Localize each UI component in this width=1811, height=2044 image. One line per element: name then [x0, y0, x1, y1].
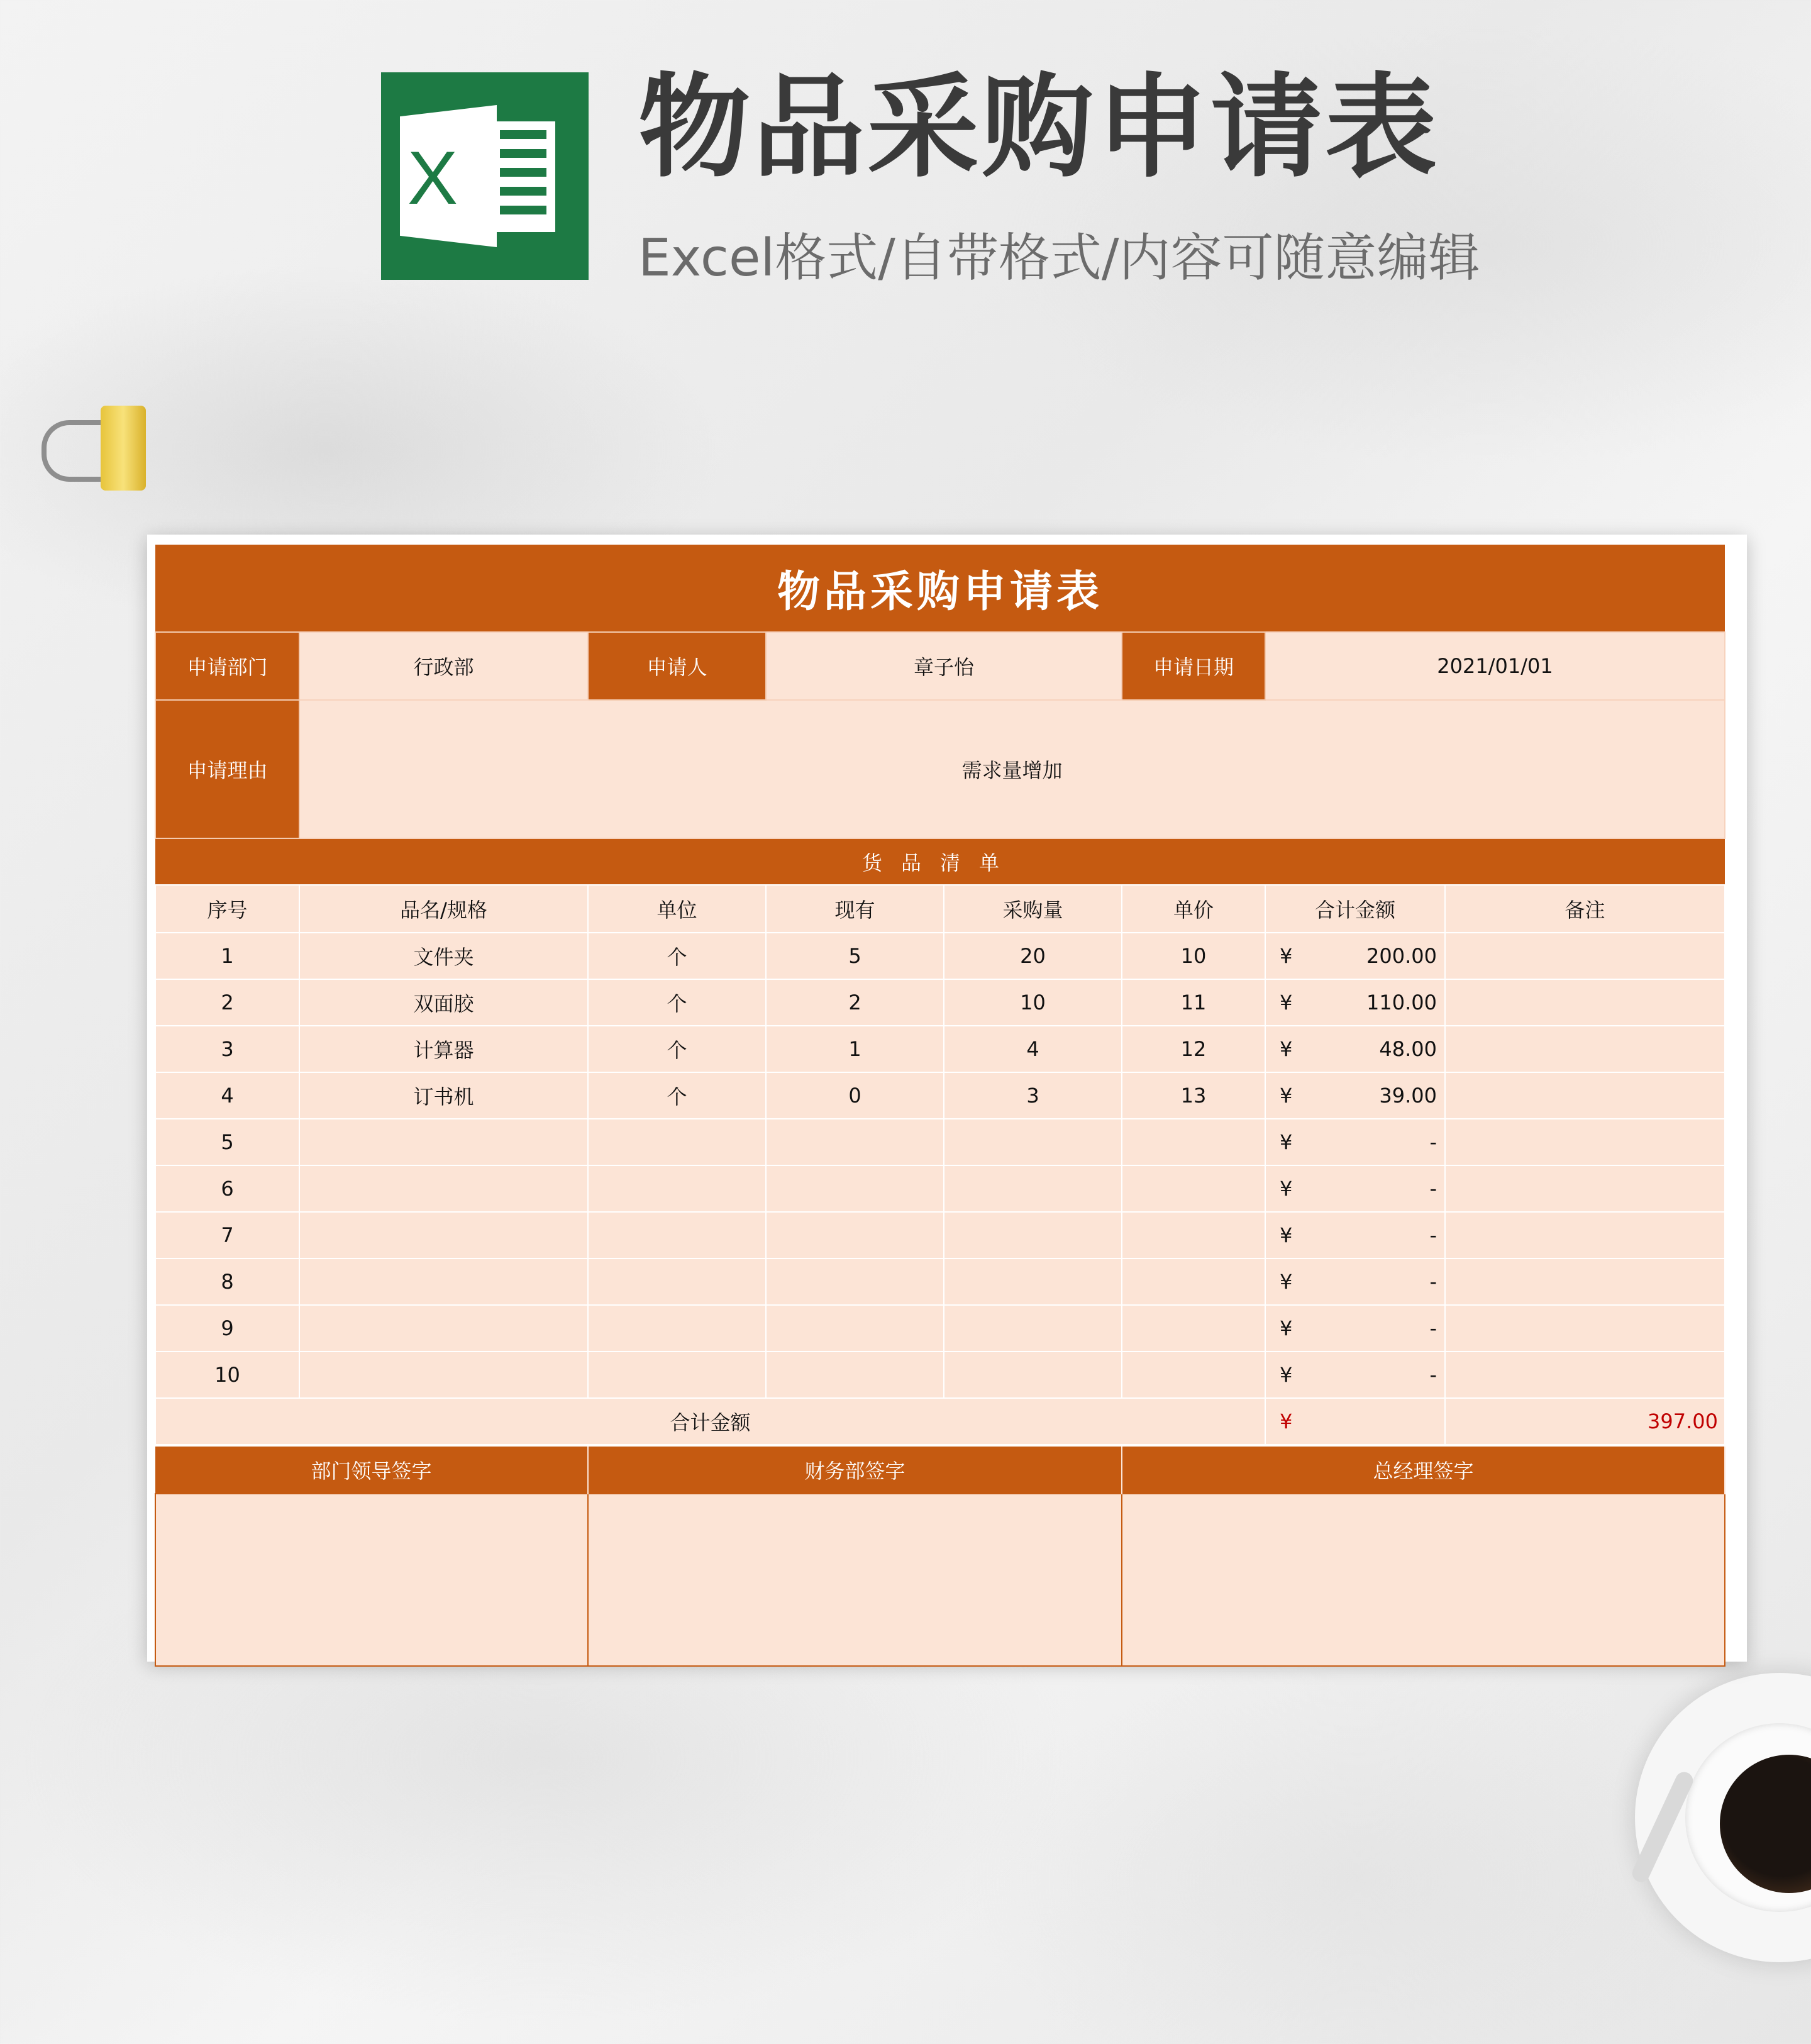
item-currency: ¥	[1280, 1223, 1293, 1247]
item-currency: ¥	[1280, 1037, 1293, 1061]
item-amount-cell[interactable]: -	[1429, 1223, 1437, 1247]
item-amount-cell[interactable]: 110.00	[1366, 991, 1437, 1014]
item-stock-cell[interactable]	[766, 1165, 944, 1212]
item-currency: ¥	[1280, 1270, 1293, 1294]
column-header-price: 单价	[1122, 885, 1265, 933]
column-header-name: 品名/规格	[299, 885, 588, 933]
item-currency: ¥	[1280, 944, 1293, 968]
item-name-cell[interactable]: 订书机	[299, 1072, 588, 1119]
item-amount-cell[interactable]: -	[1429, 1177, 1437, 1201]
form-table	[155, 545, 1725, 1445]
dept-value-cell[interactable]: 行政部	[299, 632, 588, 700]
table-row	[155, 1305, 1725, 1352]
item-amount-cell[interactable]: 200.00	[1366, 944, 1437, 968]
table-row	[155, 933, 1725, 979]
item-no-cell[interactable]: 8	[155, 1258, 299, 1305]
date-value-cell[interactable]: 2021/01/01	[1265, 632, 1725, 700]
gm-signature-box[interactable]	[1122, 1494, 1725, 1666]
item-note-cell[interactable]	[1445, 979, 1725, 1026]
logo-sheet-grid-icon	[491, 121, 555, 232]
item-currency: ¥	[1280, 1177, 1293, 1201]
item-name-cell[interactable]	[299, 1119, 588, 1165]
dept-leader-signature-label: 部门领导签字	[155, 1447, 588, 1494]
item-currency: ¥	[1280, 1084, 1293, 1108]
item-no-cell[interactable]: 6	[155, 1165, 299, 1212]
total-value: 397.00	[1445, 1398, 1725, 1445]
item-qty-cell[interactable]	[944, 1305, 1122, 1352]
column-header-qty: 采购量	[944, 885, 1122, 933]
table-row	[155, 1352, 1725, 1398]
total-row	[155, 1398, 1725, 1445]
column-header-stock: 现有	[766, 885, 944, 933]
item-amount-column	[1265, 1212, 1445, 1258]
item-unit-cell[interactable]	[588, 1305, 766, 1352]
form-card	[147, 535, 1747, 1662]
item-note-cell[interactable]	[1445, 1258, 1725, 1305]
item-stock-cell[interactable]	[766, 1258, 944, 1305]
item-price-cell[interactable]	[1122, 1212, 1265, 1258]
table-row	[155, 1258, 1725, 1305]
item-stock-cell[interactable]: 0	[766, 1072, 944, 1119]
item-price-cell[interactable]: 11	[1122, 979, 1265, 1026]
item-amount-cell[interactable]: 48.00	[1379, 1037, 1437, 1061]
item-amount-column	[1265, 933, 1445, 979]
column-header-note: 备注	[1445, 885, 1725, 933]
purchase-request-form	[155, 545, 1724, 1667]
item-no-cell[interactable]: 10	[155, 1352, 299, 1398]
finance-signature-box[interactable]	[588, 1494, 1122, 1666]
item-stock-cell[interactable]	[766, 1305, 944, 1352]
item-unit-cell[interactable]: 个	[588, 933, 766, 979]
total-currency: ¥	[1280, 1409, 1293, 1433]
section-title: 货品清单	[155, 838, 1725, 885]
item-price-cell[interactable]	[1122, 1165, 1265, 1212]
finance-signature-label: 财务部签字	[588, 1447, 1122, 1494]
item-qty-cell[interactable]	[944, 1212, 1122, 1258]
item-note-cell[interactable]	[1445, 1305, 1725, 1352]
item-qty-cell[interactable]	[944, 1352, 1122, 1398]
item-note-cell[interactable]	[1445, 1026, 1725, 1072]
binder-clip-icon	[101, 406, 146, 491]
item-no-cell[interactable]: 3	[155, 1026, 299, 1072]
item-unit-cell[interactable]	[588, 1352, 766, 1398]
signature-body-row	[155, 1494, 1725, 1666]
item-price-cell[interactable]	[1122, 1352, 1265, 1398]
item-stock-cell[interactable]	[766, 1119, 944, 1165]
item-name-cell[interactable]	[299, 1305, 588, 1352]
table-row	[155, 1119, 1725, 1165]
item-stock-cell[interactable]: 5	[766, 933, 944, 979]
dept-label: 申请部门	[155, 632, 299, 700]
item-qty-cell[interactable]: 20	[944, 933, 1122, 979]
item-unit-cell[interactable]: 个	[588, 979, 766, 1026]
item-qty-cell[interactable]: 10	[944, 979, 1122, 1026]
item-stock-cell[interactable]: 2	[766, 979, 944, 1026]
item-price-cell[interactable]: 10	[1122, 933, 1265, 979]
item-name-cell[interactable]: 双面胶	[299, 979, 588, 1026]
reason-value-cell[interactable]: 需求量增加	[299, 700, 1725, 838]
reason-row	[155, 700, 1725, 838]
item-price-cell[interactable]: 12	[1122, 1026, 1265, 1072]
item-amount-column	[1265, 1305, 1445, 1352]
item-no-cell[interactable]: 1	[155, 933, 299, 979]
item-unit-cell[interactable]	[588, 1258, 766, 1305]
item-stock-cell[interactable]	[766, 1212, 944, 1258]
item-price-cell[interactable]	[1122, 1258, 1265, 1305]
item-qty-cell[interactable]	[944, 1258, 1122, 1305]
item-amount-column	[1265, 1119, 1445, 1165]
date-label: 申请日期	[1122, 632, 1265, 700]
item-amount-cell[interactable]: -	[1429, 1130, 1437, 1154]
item-currency: ¥	[1280, 1316, 1293, 1340]
item-note-cell[interactable]	[1445, 933, 1725, 979]
item-amount-column	[1265, 1026, 1445, 1072]
item-stock-cell[interactable]: 1	[766, 1026, 944, 1072]
item-currency: ¥	[1280, 991, 1293, 1014]
gm-signature-label: 总经理签字	[1122, 1447, 1725, 1494]
item-qty-cell[interactable]	[944, 1165, 1122, 1212]
dept-leader-signature-box[interactable]	[155, 1494, 588, 1666]
total-currency-cell	[1265, 1398, 1445, 1445]
reason-label: 申请理由	[155, 700, 299, 838]
item-qty-cell[interactable]: 3	[944, 1072, 1122, 1119]
item-price-cell[interactable]	[1122, 1305, 1265, 1352]
item-name-cell[interactable]: 文件夹	[299, 933, 588, 979]
logo-letter: X	[407, 136, 458, 220]
item-no-cell[interactable]: 5	[155, 1119, 299, 1165]
item-price-cell[interactable]: 13	[1122, 1072, 1265, 1119]
item-qty-cell[interactable]: 4	[944, 1026, 1122, 1072]
item-note-cell[interactable]	[1445, 1165, 1725, 1212]
item-note-cell[interactable]	[1445, 1352, 1725, 1398]
total-label: 合计金额	[155, 1398, 1265, 1445]
item-name-cell[interactable]	[299, 1258, 588, 1305]
item-no-cell[interactable]: 2	[155, 979, 299, 1026]
column-header-row	[155, 885, 1725, 933]
excel-logo-icon	[381, 72, 589, 280]
signature-table	[155, 1447, 1725, 1667]
item-name-cell[interactable]: 计算器	[299, 1026, 588, 1072]
table-row	[155, 1072, 1725, 1119]
applicant-value-cell[interactable]: 章子怡	[766, 632, 1122, 700]
column-header-unit: 单位	[588, 885, 766, 933]
item-amount-column	[1265, 1258, 1445, 1305]
item-amount-cell[interactable]: -	[1429, 1363, 1437, 1387]
item-unit-cell[interactable]	[588, 1165, 766, 1212]
column-header-amount: 合计金额	[1265, 885, 1445, 933]
coffee-cup-image	[1635, 1673, 1811, 1962]
table-row	[155, 1212, 1725, 1258]
item-amount-column	[1265, 979, 1445, 1026]
item-unit-cell[interactable]	[588, 1212, 766, 1258]
page-subtitle: Excel格式/自带格式/内容可随意编辑	[638, 228, 1480, 288]
signature-header-row	[155, 1447, 1725, 1494]
item-amount-column	[1265, 1072, 1445, 1119]
item-amount-column	[1265, 1352, 1445, 1398]
item-name-cell[interactable]	[299, 1352, 588, 1398]
item-note-cell[interactable]	[1445, 1212, 1725, 1258]
item-currency: ¥	[1280, 1363, 1293, 1387]
form-title-row	[155, 545, 1725, 632]
item-note-cell[interactable]	[1445, 1072, 1725, 1119]
column-header-no: 序号	[155, 885, 299, 933]
info-row	[155, 632, 1725, 700]
item-name-cell[interactable]	[299, 1165, 588, 1212]
item-unit-cell[interactable]	[588, 1119, 766, 1165]
item-amount-column	[1265, 1165, 1445, 1212]
table-row	[155, 1165, 1725, 1212]
item-name-cell[interactable]	[299, 1212, 588, 1258]
item-stock-cell[interactable]	[766, 1352, 944, 1398]
item-amount-cell[interactable]: 39.00	[1379, 1084, 1437, 1108]
section-row	[155, 838, 1725, 885]
item-unit-cell[interactable]: 个	[588, 1026, 766, 1072]
applicant-label: 申请人	[588, 632, 766, 700]
item-no-cell[interactable]: 4	[155, 1072, 299, 1119]
item-rows	[155, 933, 1725, 1398]
item-no-cell[interactable]: 7	[155, 1212, 299, 1258]
table-row	[155, 979, 1725, 1026]
table-row	[155, 1026, 1725, 1072]
item-unit-cell[interactable]: 个	[588, 1072, 766, 1119]
form-title: 物品采购申请表	[155, 545, 1725, 632]
item-amount-cell[interactable]: -	[1429, 1270, 1437, 1294]
item-price-cell[interactable]	[1122, 1119, 1265, 1165]
item-no-cell[interactable]: 9	[155, 1305, 299, 1352]
item-note-cell[interactable]	[1445, 1119, 1725, 1165]
page-title: 物品采购申请表	[638, 62, 1439, 192]
item-qty-cell[interactable]	[944, 1119, 1122, 1165]
item-currency: ¥	[1280, 1130, 1293, 1154]
item-amount-cell[interactable]: -	[1429, 1316, 1437, 1340]
